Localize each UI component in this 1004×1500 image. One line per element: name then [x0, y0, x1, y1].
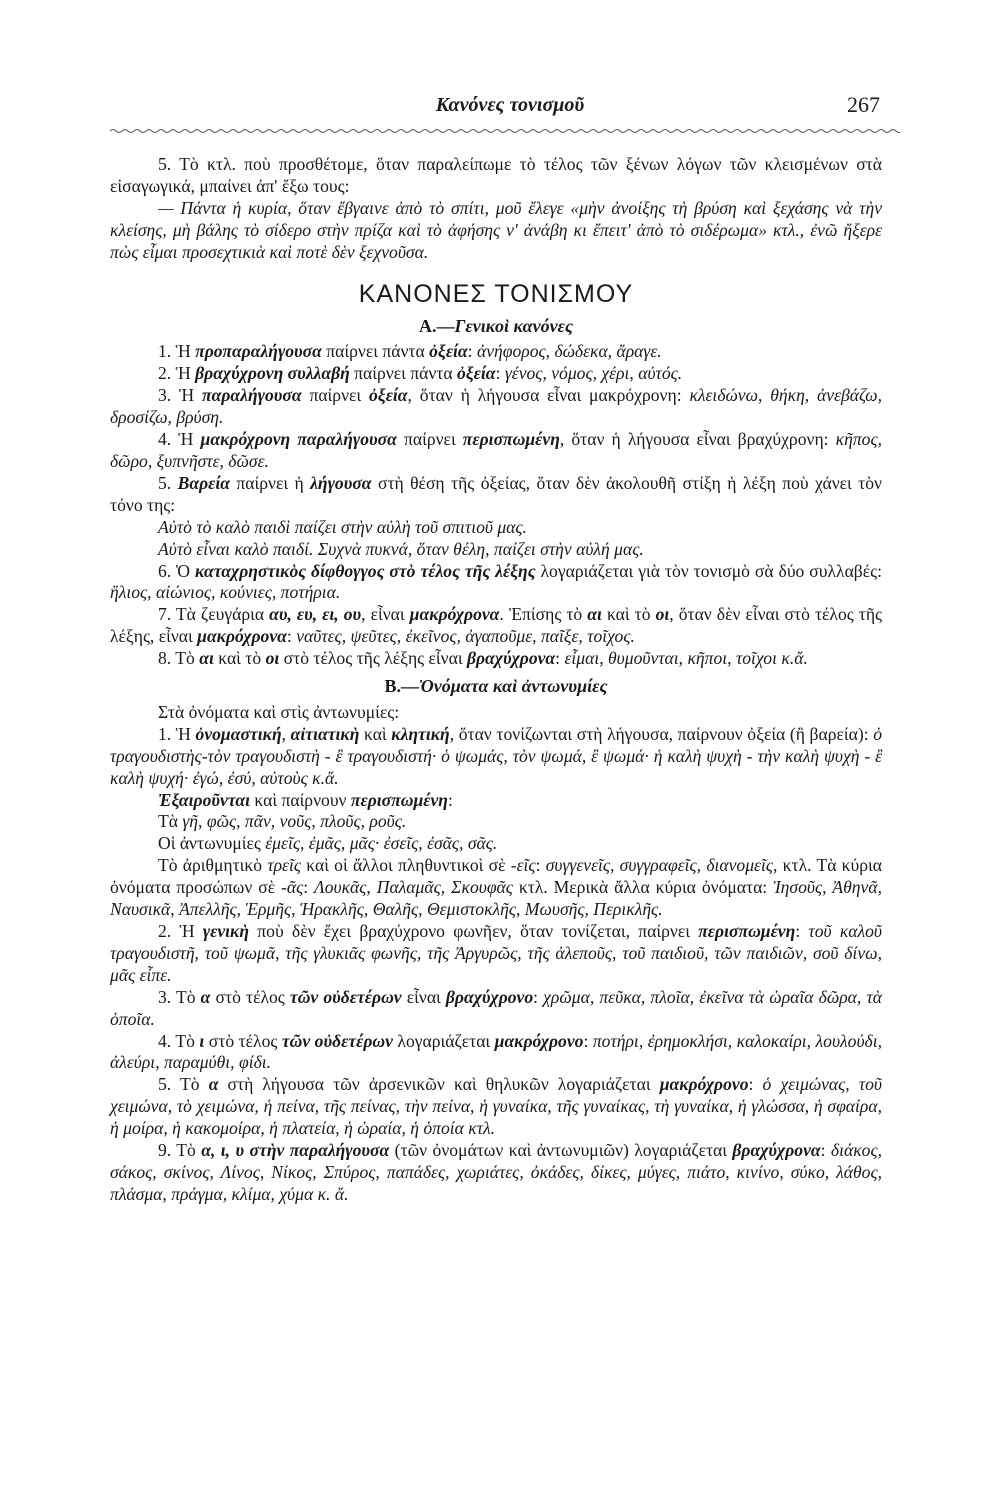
rule-examples: κῆπος, δῶρο, ξυπνῆστε, δῶσε.: [110, 429, 882, 471]
rule-term: μακρόχρονα: [197, 626, 287, 647]
rule-term: καταχρηστικὸς δίφθογγος στὸ τέλος τῆς λέξης: [195, 560, 536, 581]
rule-text: , ὅταν τονίζωνται στὴ λήγουσα, παίρνουν ὀξεία (ἢ βαρεία):: [449, 723, 874, 744]
rule-examples: κλειδώνω, θήκη, ἀνεβάζω, δροσίζω, βρύση.: [110, 385, 882, 428]
exceptions-line-2: [110, 833, 882, 855]
rule-term: α: [200, 986, 211, 1007]
rule-colon: :: [303, 877, 315, 898]
rule-term: ᾶς: [286, 877, 304, 898]
rule-text: καὶ οἱ ἄλλοι πληθυντικοὶ σὲ -: [301, 855, 517, 876]
rule-examples: ὁ τραγουδιστὴς-τὸν τραγουδιστὴ - ἒ τραγουδιστή· ὁ ψωμάς, τὸν ψωμά, ἒ ψωμά· ἡ καλὴ ψυχὴ - τὴν καλὴ ψυχὴ - ἒ καλὴ ψυχή· ἐγώ, ἐσύ, αὐτοὺς κ.ἄ.: [110, 723, 882, 788]
rule-colon: :: [555, 648, 565, 669]
rule-text: στὴ θέση τῆς ὀξείας, ὅταν δὲν ἀκολουθῆ στίξη ἡ λέξη ποὺ χάνει τὸν τόνο της:: [110, 472, 883, 515]
rule-text: , κτλ. Τὰ κύρια ὀνόματα προσώπων σὲ -: [110, 855, 882, 898]
rule-text: Οἱ ἀντωνυμίες: [158, 833, 266, 854]
rule-term: τρεῖς: [267, 855, 302, 876]
section-b-title: Ὀνόματα καὶ ἀντωνυμίες: [419, 676, 608, 697]
rule-colon: :: [495, 363, 505, 384]
rule-text: κτλ. Μερικὰ ἄλλα κύρια ὀνόματα:: [512, 877, 774, 898]
rule-a4: [110, 429, 882, 473]
rule-text: στὸ τέλος τῆς λέξης εἶναι: [279, 648, 467, 669]
rule-term: περισπωμένη: [698, 921, 796, 941]
rule-number: 1. Ἡ: [158, 723, 196, 744]
rule-number: 4. Ἡ: [158, 429, 201, 450]
rule-term: αυ, ευ, ει, ου: [269, 604, 362, 625]
rule-term: βραχύχρονο: [445, 986, 534, 1007]
rule-term: γενικὴ: [202, 921, 250, 941]
rule-text: εἶναι: [401, 986, 446, 1007]
rule-text: παίρνει ἡ: [229, 472, 311, 493]
rule-examples: γῆ, φῶς, πᾶν, νοῦς, πλοῦς, ροῦς.: [182, 811, 407, 832]
rule-text: παίρνει: [396, 429, 463, 450]
rule-text: , ὅταν ἡ λήγουσα εἶναι μακρόχρονη:: [407, 385, 690, 406]
rule-examples: ὁ χειμώνας, τοῦ χειμώνα, τὸ χειμώνα, ἡ πείνα, τῆς πείνας, τὴν πείνα, ἡ γυναίκα, τῆς γυναίκας, τὴ γυναίκα, ἡ γλώσσα, ἡ σφαίρα, ἡ μοίρα, ἡ κακομοίρα, ἡ πλατεία, ἡ ὡραία, ἡ ὁποία κτλ.: [110, 1074, 883, 1139]
rule-a6: [110, 561, 882, 605]
rule-term: ι: [199, 1030, 205, 1051]
rule-term: οι: [265, 648, 280, 669]
rule-accent: ὀξεία: [456, 363, 496, 384]
page-number: 267: [847, 92, 880, 117]
rule-colon: :: [583, 1030, 593, 1051]
exceptions-lead: [110, 790, 882, 812]
rule-text: καὶ: [359, 723, 392, 744]
rule-text: καὶ τὸ: [601, 604, 656, 625]
rule-number: 5.: [158, 472, 178, 493]
rule-examples: Λουκᾶς, Παλαμᾶς, Σκουφᾶς: [314, 877, 513, 898]
rule-accent: ὀξεία: [429, 341, 468, 362]
rule-a5-example-1: Αὐτὸ τὸ καλὸ παιδὶ παίζει στὴν αὐλὴ τοῦ σπιτιοῦ μας.: [158, 516, 527, 537]
section-a-letter: Α.—: [419, 315, 455, 336]
rule-examples: Ἰησοῦς, Ἀθηνᾶ, Ναυσικᾶ, Ἀπελλῆς, Ἑρμῆς, Ἡρακλῆς, Θαλῆς, Θεμιστοκλῆς, Μωυσῆς, Περικλῆς.: [110, 877, 882, 920]
rule-a1: [110, 341, 882, 363]
rule-b1: [110, 724, 882, 790]
rule-text: Τὸ ἀριθμητικὸ: [158, 855, 268, 876]
rule-term: α, ι, υ: [201, 1140, 245, 1161]
rule-examples: εἶμαι, θυμοῦνται, κῆποι, τοῖχοι κ.ἄ.: [564, 648, 808, 669]
rule-examples: χρῶμα, πεῦκα, πλοῖα, ἐκεῖνα τὰ ὡραῖα δῶρα, τὰ ὁποῖα.: [110, 986, 882, 1029]
rule-number: 7. Τὰ ζευγάρια: [158, 604, 270, 625]
rule-accent: ὀξεία: [369, 385, 408, 406]
rule-colon: :: [535, 855, 546, 876]
section-a-title: Γενικοὶ κανόνες: [454, 315, 573, 336]
rule-text: ,: [281, 723, 291, 744]
rule-examples: διάκος, σάκος, σκίνος, Λίνος, Νίκος, Σπύρος, παπάδες, χωριάτες, ὀκάδες, δίκες, μύγες, πιάτο, κινίνο, σύκο, λάθος, πλάσμα, πράγμα, κλίμα, χύμα κ. ἄ.: [110, 1140, 882, 1204]
rule-text: καὶ τὸ: [213, 648, 266, 669]
rule-term: Ἐξαιροῦνται: [158, 789, 251, 810]
rule-term: βραχύχρονα: [732, 1140, 821, 1161]
section-a-heading: [110, 316, 882, 338]
rule-text: στὸ τέλος: [210, 986, 290, 1007]
rule-a5-example-2: Αὐτὸ εἶναι καλὸ παιδί. Συχνὰ πυκνά, ὅταν θέλη, παίζει στὴν αὐλή μας.: [158, 538, 644, 559]
rule-number: 6. Ὁ: [158, 560, 196, 581]
rule-colon: :: [467, 341, 477, 362]
rule-accent: λήγουσα: [310, 472, 372, 493]
rule-examples: ἥλιος, αἰώνιος, κούνιες, ποτήρια.: [110, 582, 341, 603]
rule-text: (τῶν ὀνομάτων καὶ ἀντωνυμιῶν) λογαριάζεται: [389, 1140, 733, 1161]
rule-colon: :: [447, 789, 453, 810]
rule-text: παίρνει πάντα: [349, 363, 457, 384]
rule-number: 2. Ἡ: [158, 363, 196, 384]
wavy-rule: [110, 124, 900, 138]
rule-a2: [110, 363, 882, 385]
rule-term: α: [208, 1074, 219, 1095]
rule-b4: [110, 1031, 882, 1075]
rule-term: μακρόχρονο: [659, 1074, 749, 1095]
rule-colon: :: [820, 1140, 831, 1161]
rule-a5: [110, 473, 882, 517]
rule-text: λογαριάζεται γιὰ τὸν τονισμὸ σὰ δύο συλλαβές:: [535, 560, 882, 581]
rule-term: περισπωμένη: [350, 789, 448, 810]
rule-term: αἰτιατικὴ: [290, 723, 360, 744]
rule-number: 3. Τὸ: [158, 986, 201, 1007]
rule-term: τῶν οὐδετέρων: [289, 986, 402, 1007]
rule-number: 8. Τὸ: [158, 648, 200, 669]
rule-term: βραχύχρονα: [466, 648, 556, 669]
section-b-letter: Β.—: [384, 676, 420, 697]
rule-text: Τὰ: [158, 811, 183, 832]
rule-a3: [110, 385, 882, 429]
page-header: [140, 88, 880, 124]
rule-text: , ὅταν δὲν εἶναι στὸ τέλος τῆς λέξης, εἶναι: [110, 604, 882, 647]
rule-number: 9. Τὸ: [158, 1140, 202, 1161]
rule-term: τῶν οὐδετέρων: [281, 1030, 393, 1051]
rule-examples: ποτήρι, ἐρημοκλήσι, καλοκαίρι, λουλούδι, ἀλεύρι, παραμύθι, φίδι.: [110, 1030, 882, 1073]
rule-accent: περισπωμένη: [462, 429, 560, 450]
rule-a7: [110, 604, 882, 648]
intro-example: — Πάντα ἡ κυρία, ὅταν ἔβγαινε ἀπὸ τὸ σπίτι, μοῦ ἔλεγε «μὴν ἀνοίξης τὴ βρύση καὶ ξεχάσης νὰ τὴν κλείσης, μὴ βάλης τὸ σίδερο στὴν πρίζα καὶ τὸ ἀφήσης ν' ἀνάβη κι ἔπειτ' ἀπὸ τὸ σιδέρωμα» κτλ., ἐνῶ ἤξερε πὼς εἶμαι προσεχτικιὰ καὶ ποτὲ δὲν ξεχνοῦσα.: [110, 197, 882, 262]
rule-text: . Ἐπίσης τὸ: [499, 604, 588, 625]
rule-examples: ἀνήφορος, δώδεκα, ἄραγε.: [476, 341, 662, 362]
rule-b5: [110, 1074, 882, 1140]
rule-number: 4. Τὸ: [158, 1030, 200, 1051]
rule-number: 1. Ἡ: [158, 341, 196, 362]
rule-term: παραλήγουσα: [202, 385, 302, 406]
rule-text: στὴ λήγουσα τῶν ἀρσενικῶν καὶ θηλυκῶν λογαριάζεται: [218, 1074, 660, 1095]
rule-text: , εἶναι: [361, 604, 410, 625]
page-body: [110, 154, 882, 1206]
rule-examples: τοῦ καλοῦ τραγουδιστῆ, τοῦ ψωμᾶ, τῆς γλυκιᾶς φωνῆς, τῆς Ἀργυρῶς, τῆς ἀλεποῦς, τοῦ παιδιοῦ, τῶν παιδιῶν, σοῦ δίνω, μᾶς εἶπε.: [110, 921, 882, 985]
rule-term: μακρόχρονο: [494, 1030, 584, 1051]
rule-a8: [110, 648, 882, 670]
rule-term: κλητική: [391, 723, 450, 744]
rule-accent: μακρόχρονα: [409, 604, 500, 625]
rule-term: βραχύχρονη συλλαβή: [195, 363, 350, 384]
rule-text: στὸ τέλος: [204, 1030, 282, 1051]
rule-b9: [110, 1140, 882, 1206]
rule-term: Βαρεία: [177, 472, 230, 493]
rule-term: οι: [655, 604, 670, 625]
rule-term: στὴν παραλήγουσα: [249, 1140, 390, 1161]
rule-text: παίρνει πάντα: [321, 341, 430, 362]
section-b-lead: Στὰ ὀνόματα καὶ στὶς ἀντωνυμίες:: [158, 701, 400, 722]
rule-examples: συγγενεῖς, συγγραφεῖς, διανομεῖς: [545, 855, 774, 876]
rule-number: 5. Τὸ: [158, 1074, 209, 1095]
intro-paragraph: 5. Τὸ κτλ. ποὺ προσθέτομε, ὅταν παραλείπωμε τὸ τέλος τῶν ξένων λόγων τῶν κλεισμένων στὰ εἰσαγωγικά, μπαίνει ἀπ' ἔξω τους:: [110, 154, 882, 196]
rule-colon: :: [286, 626, 297, 647]
rule-examples: ἐμεῖς, ἐμᾶς, μᾶς· ἐσεῖς, ἐσᾶς, σᾶς.: [265, 833, 498, 854]
rule-b2: [110, 921, 882, 987]
exceptions-line-3: [110, 855, 882, 921]
rule-text: ποὺ δὲν ἔχει βραχύχρονο φωνῆεν, ὅταν τονίζεται, παίρνει: [249, 921, 699, 941]
rule-colon: :: [748, 1074, 763, 1095]
rule-b3: [110, 987, 882, 1031]
rule-examples: γένος, νόμος, χέρι, αὐτός.: [504, 363, 683, 384]
rule-term: αι: [199, 648, 214, 669]
rule-text: λογαριάζεται: [392, 1030, 495, 1051]
rule-term: προπαραλήγουσα: [195, 341, 322, 362]
rule-examples: ναῦτες, ψεῦτες, ἐκεῖνος, ἀγαποῦμε, παῖξε, τοῖχος.: [296, 626, 635, 647]
rule-term: μακρόχρονη παραλήγουσα: [200, 429, 397, 450]
rule-colon: :: [533, 986, 544, 1007]
running-title: Κανόνες τονισμοῦ: [435, 94, 585, 116]
exceptions-line-1: [110, 811, 882, 833]
section-b-heading: [110, 676, 882, 698]
chapter-title: ΚΑΝΟΝΕΣ ΤΟΝΙΣΜΟΥ: [358, 279, 634, 308]
rule-text: , ὅταν ἡ λήγουσα εἶναι βραχύχρονη:: [559, 429, 836, 450]
rule-number: 3. Ἡ: [158, 385, 203, 406]
rule-number: 2. Ἡ: [158, 921, 203, 941]
rule-text: καὶ παίρνουν: [250, 789, 351, 810]
rule-text: παίρνει: [301, 385, 369, 406]
rule-term: ὀνομαστική: [195, 723, 282, 744]
rule-term: αι: [587, 604, 602, 625]
rule-colon: :: [795, 921, 809, 941]
rule-term: εῖς: [516, 855, 536, 876]
